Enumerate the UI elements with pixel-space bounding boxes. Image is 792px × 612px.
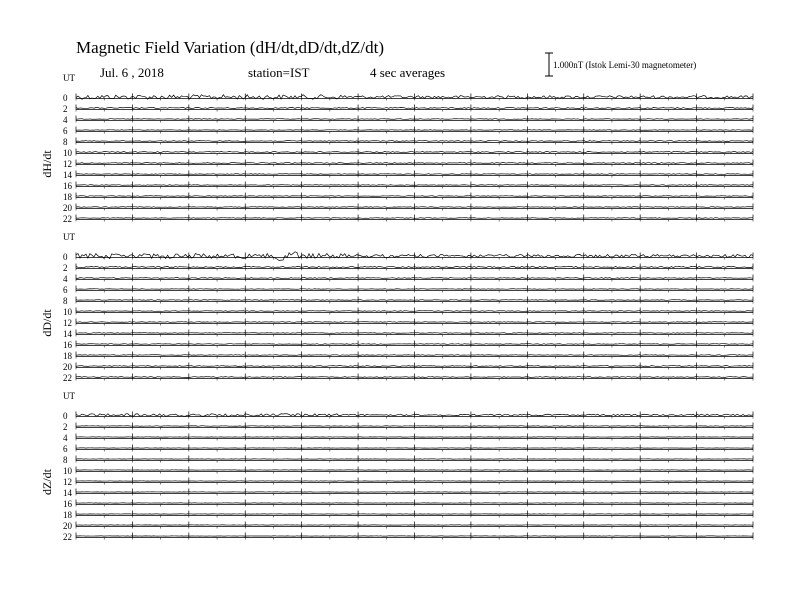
ut-axis-label: UT — [63, 391, 75, 401]
hour-label: 16 — [63, 499, 72, 509]
data-trace — [76, 196, 753, 197]
hour-label: 0 — [63, 93, 68, 103]
date-label: Jul. 6 , 2018 — [100, 65, 164, 80]
component-label: dH/dt — [40, 150, 54, 178]
data-trace — [76, 322, 753, 323]
ut-axis-label: UT — [63, 232, 75, 242]
hour-label: 12 — [63, 318, 72, 328]
hour-label: 14 — [63, 488, 72, 498]
chart-title: Magnetic Field Variation (dH/dt,dD/dt,dZ/dt) — [76, 38, 385, 57]
hour-label: 18 — [63, 351, 72, 361]
hour-label: 22 — [63, 532, 72, 542]
hour-label: 2 — [63, 104, 68, 114]
hour-label: 12 — [63, 477, 72, 487]
hour-label: 10 — [63, 466, 72, 476]
hour-label: 8 — [63, 137, 68, 147]
hour-label: 8 — [63, 296, 68, 306]
hour-label: 10 — [63, 148, 72, 158]
hour-label: 22 — [63, 214, 72, 224]
hour-label: 16 — [63, 181, 72, 191]
ut-axis-label: UT — [63, 73, 75, 83]
scale-bar-label: 1.000nT (Istok Lemi-30 magnetometer) — [553, 60, 697, 70]
data-trace — [76, 174, 753, 175]
hour-label: 22 — [63, 373, 72, 383]
component-label: dD/dt — [40, 309, 54, 337]
hour-label: 20 — [63, 362, 72, 372]
hour-label: 14 — [63, 329, 72, 339]
data-trace — [76, 119, 753, 120]
hour-label: 0 — [63, 411, 68, 421]
hour-label: 8 — [63, 455, 68, 465]
hour-label: 18 — [63, 192, 72, 202]
hour-label: 4 — [63, 433, 68, 443]
hour-label: 2 — [63, 263, 68, 273]
hour-label: 14 — [63, 170, 72, 180]
hour-label: 20 — [63, 203, 72, 213]
hour-label: 18 — [63, 510, 72, 520]
averaging-label: 4 sec averages — [370, 65, 446, 80]
hour-label: 4 — [63, 115, 68, 125]
hour-label: 4 — [63, 274, 68, 284]
station-label: station=IST — [248, 65, 310, 80]
hour-label: 0 — [63, 252, 68, 262]
hour-label: 6 — [63, 285, 68, 295]
hour-label: 2 — [63, 422, 68, 432]
hour-label: 6 — [63, 126, 68, 136]
hour-label: 12 — [63, 159, 72, 169]
hour-label: 6 — [63, 444, 68, 454]
hour-label: 16 — [63, 340, 72, 350]
hour-label: 10 — [63, 307, 72, 317]
component-label: dZ/dt — [40, 469, 54, 495]
hour-label: 20 — [63, 521, 72, 531]
